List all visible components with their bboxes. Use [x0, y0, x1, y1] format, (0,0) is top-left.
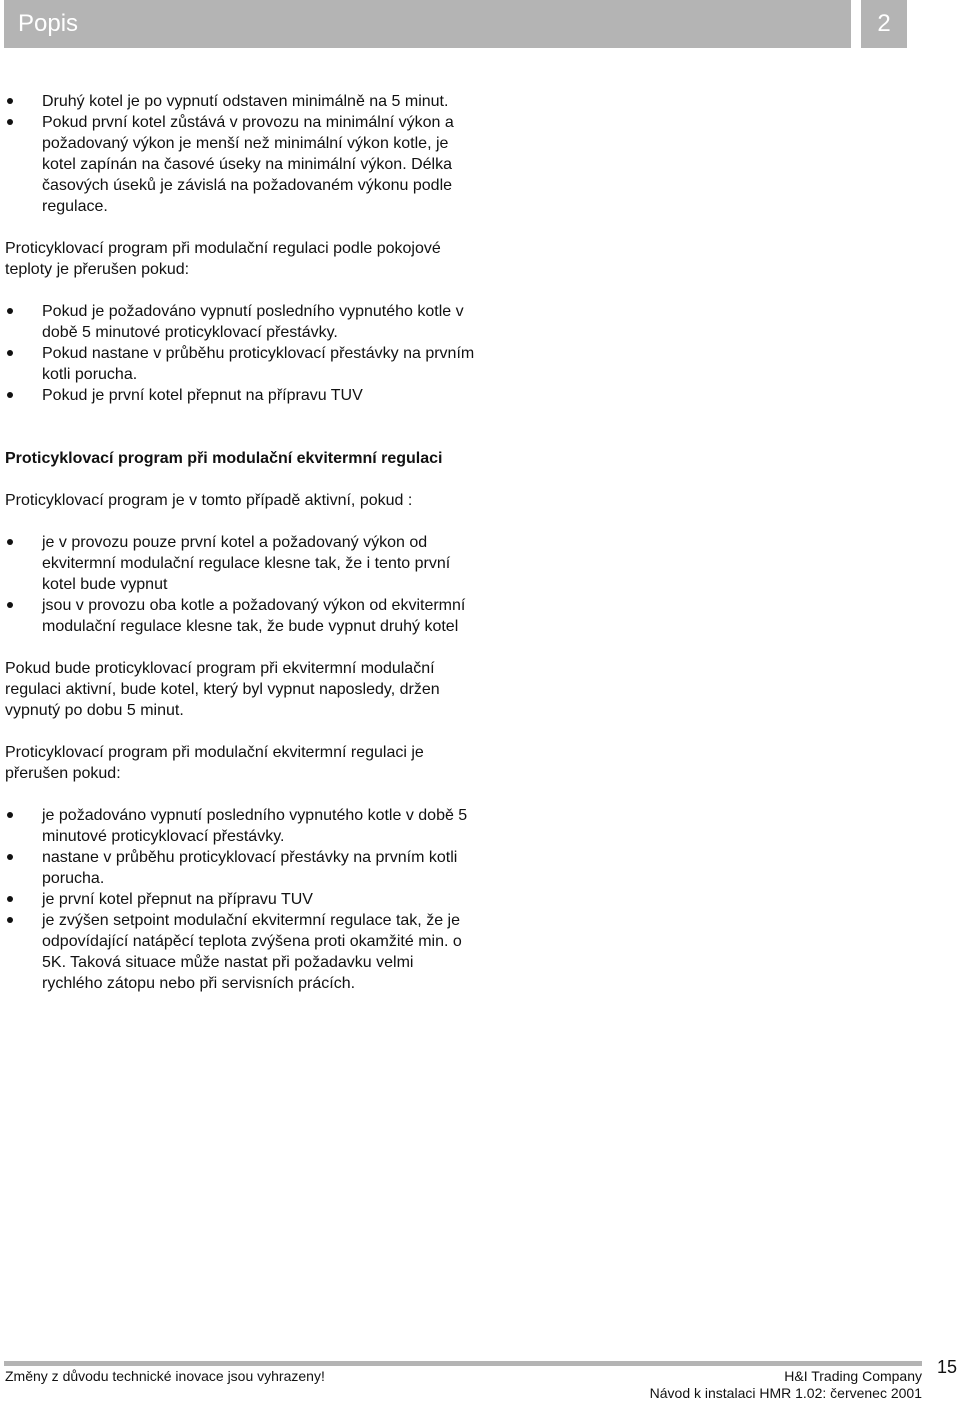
list-item: Pokud nastane v průběhu proticyklovací přestávky na prvním kotli porucha. — [5, 343, 475, 385]
page-header — [4, 0, 907, 48]
bullet-list-3 — [5, 532, 475, 637]
paragraph: Proticyklovací program je v tomto případě aktivní, pokud : — [5, 492, 413, 509]
list-item: Druhý kotel je po vypnutí odstaven minimálně na 5 minut. — [5, 91, 475, 112]
paragraph: Proticyklovací program při modulační ekvitermní regulaci je přerušen pokud: — [5, 744, 424, 782]
list-item: nastane v průběhu proticyklovací přestávky na prvním kotli porucha. — [5, 847, 475, 889]
footer-divider — [4, 1361, 922, 1366]
list-item: je požadováno vypnutí posledního vypnutého kotle v době 5 minutové proticyklovací přestávky. — [5, 805, 475, 847]
list-item: jsou v provozu oba kotle a požadovaný výkon od ekvitermní modulační regulace klesne tak, že bude vypnut druhý kotel — [5, 595, 475, 637]
list-item: Pokud je první kotel přepnut na přípravu TUV — [5, 385, 475, 406]
bullet-list-4 — [5, 805, 475, 994]
document-body — [5, 91, 475, 994]
footer-manual: Návod k instalaci HMR 1.02: červenec 2001 — [649, 1385, 922, 1401]
footer-meta — [650, 1368, 922, 1402]
list-item: Pokud první kotel zůstává v provozu na minimální výkon a požadovaný výkon je menší než minimální výkon kotle, je kotel zapínán na časové úseky na minimální výkon. Délka časových úseků je závislá na požadovaném výkonu podle regulace. — [5, 112, 475, 217]
footer-company: H&I Trading Company — [784, 1368, 922, 1384]
page-number: 15 — [936, 1357, 957, 1377]
footer-notice: Změny z důvodu technické inovace jsou vyhrazeny! — [5, 1368, 325, 1384]
paragraph: Proticyklovací program při modulační regulaci podle pokojové teploty je přerušen pokud: — [5, 240, 441, 278]
list-item: je první kotel přepnut na přípravu TUV — [5, 889, 475, 910]
section-number: 2 — [861, 0, 907, 48]
section-title: Popis — [4, 0, 851, 48]
list-item: Pokud je požadováno vypnutí posledního vypnutého kotle v době 5 minutové proticyklovací přestávky. — [5, 301, 475, 343]
bullet-list-2 — [5, 301, 475, 406]
list-item: je zvýšen setpoint modulační ekvitermní regulace tak, že je odpovídající natápěcí teplota zvýšena proti okamžité min. o 5K. Taková situace může nastat při požadavku velmi rychlého zátopu nebo při servisních prácích. — [5, 910, 475, 994]
paragraph: Pokud bude proticyklovací program při ekvitermní modulační regulaci aktivní, bude kotel, který byl vypnut naposledy, držen vypnutý po dobu 5 minut. — [5, 660, 440, 719]
list-item: je v provozu pouze první kotel a požadovaný výkon od ekvitermní modulační regulace klesne tak, že i tento první kotel bude vypnut — [5, 532, 475, 595]
bullet-list-1 — [5, 91, 475, 217]
section-heading: Proticyklovací program při modulační ekvitermní regulaci — [5, 450, 443, 467]
